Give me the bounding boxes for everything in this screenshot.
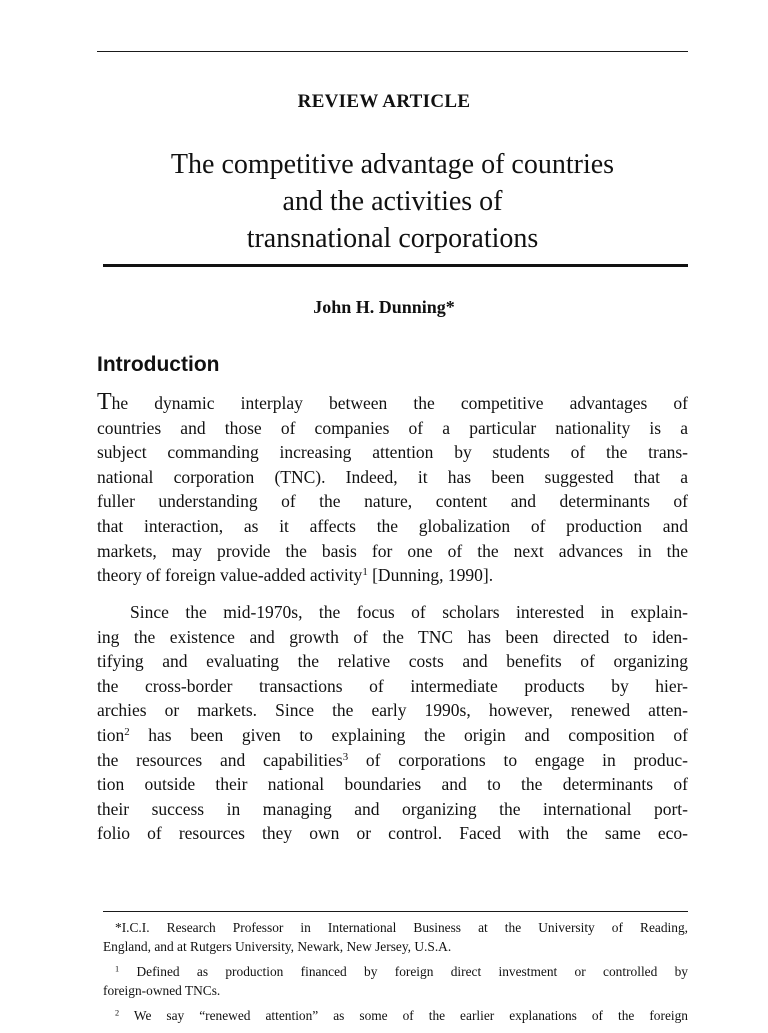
title-line: and the activities of <box>282 186 503 217</box>
text-line: tion$^2$ has been given to explaining the origin and composition of <box>97 724 688 745</box>
title-line: transnational corporations <box>246 223 539 254</box>
text-line: fuller understanding of the nature, content and determinants of <box>97 491 688 512</box>
text-line: The dynamic interplay between the competitive advantages of <box>97 389 688 415</box>
text-line: subject commanding increasing attention by students of the trans- <box>97 442 688 463</box>
footnote-rule <box>103 911 688 912</box>
text-line: Since the mid-1970s, the focus of scholars interested in explain- <box>130 602 688 622</box>
text-line: tifying and evaluating the relative costs and benefits of organizing <box>97 651 688 672</box>
text-line: archies or markets. Since the early 1990s, however, renewed atten- <box>97 700 688 721</box>
text-line: markets, may provide the basis for one of the next advances in the <box>97 540 688 561</box>
section-label: REVIEW ARTICLE <box>297 91 471 112</box>
text-line: their success in managing and organizing the international port- <box>97 798 688 819</box>
paragraph-1 <box>97 390 688 588</box>
footnote-marker: 2 <box>124 726 130 739</box>
text-line: the resources and capabilities$^3$ of corporations to engage in produc- <box>97 749 688 770</box>
footnote-line: foreign-owned TNCs. <box>103 982 221 998</box>
title-line: The competitive advantage of countries <box>170 149 615 180</box>
footnotes <box>103 919 688 1033</box>
author-name: John H. Dunning* <box>313 297 455 317</box>
text-line: ing the existence and growth of the TNC has been directed to iden- <box>97 626 688 647</box>
footnote-line: $^2$ We say “renewed attention” as some of the earlier explanations of the foreign <box>115 1008 688 1023</box>
text-line: tion outside their national boundaries and to the determinants of <box>97 774 688 795</box>
text-line: countries and those of companies of a particular nationality is a <box>97 417 688 438</box>
footnote-2 <box>103 1007 688 1026</box>
footnote-marker: 1 <box>115 964 120 974</box>
drop-cap: T <box>97 389 112 415</box>
footnote-marker: 1 <box>362 566 368 579</box>
text-line: that interaction, as it affects the globalization of production and <box>97 515 688 536</box>
footnote-author <box>103 919 688 956</box>
text-line: folio of resources they own or control. Faced with the same eco- <box>97 823 688 844</box>
footnote-line: England, and at Rutgers University, Newark, New Jersey, U.S.A. <box>103 938 452 954</box>
footnote-1 <box>103 963 688 1000</box>
footnote-marker: 3 <box>342 750 349 763</box>
text-line: theory of foreign value-added activity$^1$ [Dunning, 1990]. <box>97 565 494 586</box>
title-rule <box>103 264 688 267</box>
text-line: national corporation (TNC). Indeed, it has been suggested that a <box>97 466 688 487</box>
footnote-line: $^1$ Defined as production financed by foreign direct investment or controlled by <box>115 964 688 979</box>
article-title <box>97 146 688 257</box>
footnote-line: *I.C.I. Research Professor in International Business at the University of Reading, <box>115 920 688 935</box>
top-rule <box>97 51 688 52</box>
paragraph-2 <box>97 600 688 846</box>
text-line: the cross-border transactions of intermediate products by hier- <box>97 675 688 696</box>
section-heading: Introduction <box>97 353 220 376</box>
footnote-marker: 2 <box>115 1008 120 1018</box>
